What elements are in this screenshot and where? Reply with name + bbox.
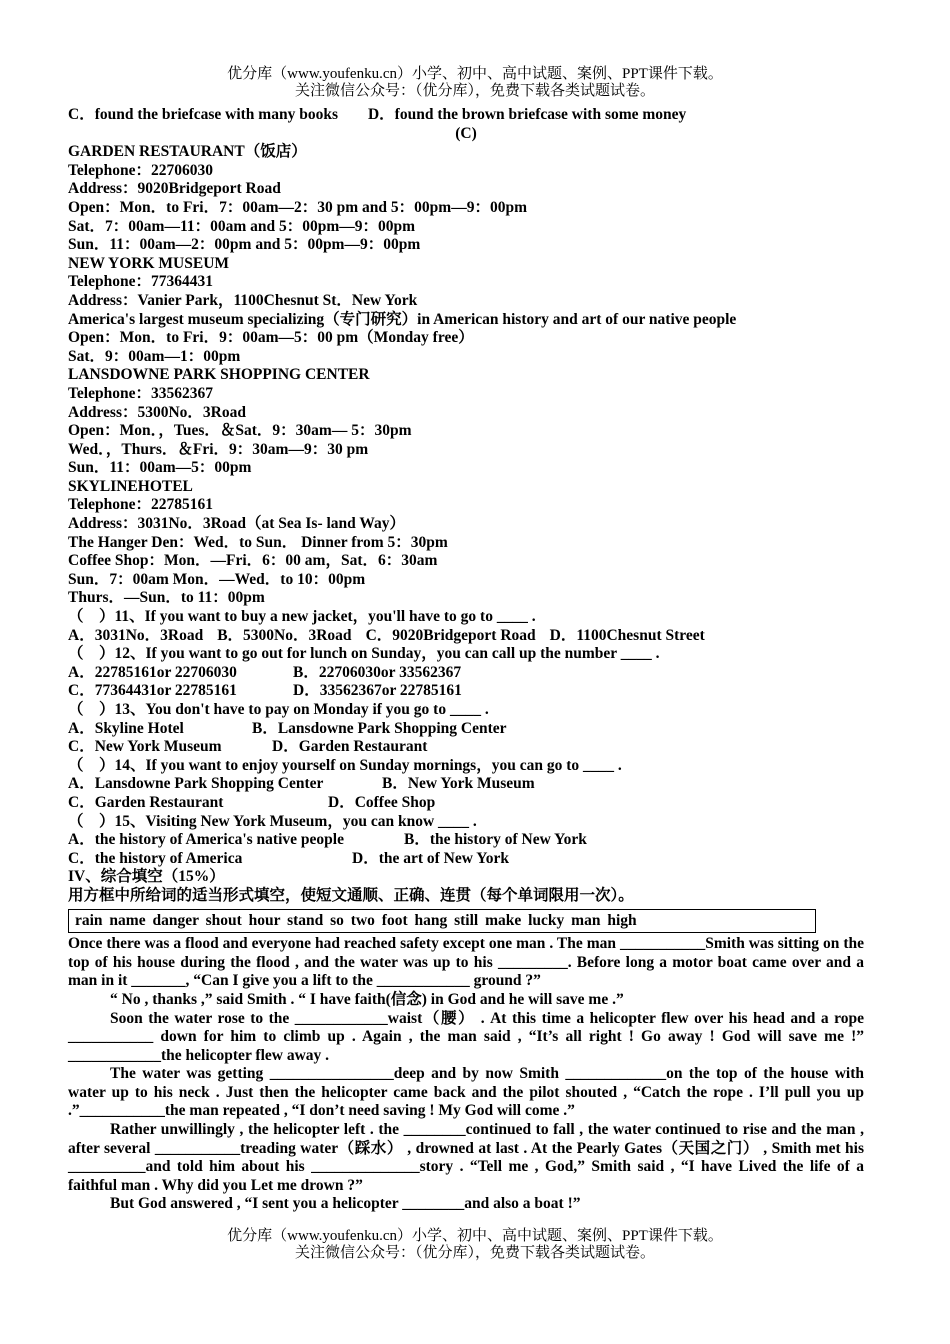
exam-content: [68, 106, 864, 1214]
ad-hours: Sun．11：00am—2：00pm and 5：00pm—9：00pm: [68, 236, 421, 254]
option-row: [68, 738, 864, 757]
option-b: B．Lansdowne Park Shopping Center: [252, 719, 507, 737]
option-c: C．New York Museum: [68, 738, 222, 756]
ad-title: SKYLINEHOTEL: [68, 477, 193, 495]
option-b: B．5300No．3Road: [217, 626, 352, 644]
option-d: D．the art of New York: [352, 849, 509, 867]
prev-option-c: C．found the briefcase with many books: [68, 106, 338, 123]
section-instruction: 用方框中所给词的适当形式填空，使短文通顺、正确、连贯（每个单词限用一次）。: [68, 886, 634, 904]
option-d: D．Coffee Shop: [328, 793, 436, 811]
option-c: C．the history of America: [68, 849, 243, 867]
section-c-label: (C): [455, 124, 477, 142]
option-d: D．Garden Restaurant: [272, 738, 428, 756]
question-11: [68, 608, 864, 645]
header-line-2: 关注微信公众号：（优分库），免费下载各类试题试卷。: [294, 83, 655, 99]
ad-shopping-center: [68, 366, 864, 478]
ad-address: Address：3031No．3Road（at Sea Is- land Way）: [68, 515, 406, 533]
ad-new-york-museum: [68, 255, 864, 367]
passage-paragraph-1: Once there was a flood and everyone had reached safety except one man . The man ___________Smith was sitting on the top of his house during the flood , and the water was up to his _________. Before long a motor boat came over and a man in it _______, “Can I give you a lift to the ____________ ground ?”: [68, 935, 864, 990]
question-stem: （ ）13、You don't have to pay on Monday if you go to ____ .: [68, 701, 489, 718]
option-d: D．33562367or 22785161: [293, 682, 462, 700]
option-c: C．Garden Restaurant: [68, 793, 224, 811]
ad-telephone: Telephone：33562367: [68, 384, 213, 402]
option-row: [68, 794, 864, 813]
ad-title: LANSDOWNE PARK SHOPPING CENTER: [68, 366, 370, 384]
section-4: [68, 868, 864, 1214]
ad-hours: Open：Mon．to Fri．7：00am—2：30 pm and 5：00pm—9：00pm: [68, 198, 527, 216]
question-stem: （ ）14、If you want to enjoy yourself on Sunday mornings，you can go to ____ .: [68, 756, 622, 774]
passage-paragraph-5: Rather unwillingly , the helicopter left . the ________continued to fall , the water continued to rise and the man , after several ___________treading water（踩水） , drowned at last . At the Pearly Gates（天国之门） , Smith met his __________and told him about his ______________story . “Tell me , God,” Smith said , “I have Lived the life of a faithful man . Why did you Let me drown ?”: [68, 1121, 864, 1194]
ad-hours: Sun．7：00am Mon．—Wed．to 10：00pm: [68, 570, 366, 588]
option-a: A．Skyline Hotel: [68, 719, 184, 737]
ad-hours: Sat．7：00am—11：00am and 5：00pm—9：00pm: [68, 217, 416, 235]
ad-hours: Sun．11：00am—5：00pm: [68, 459, 252, 477]
prev-options-row: [68, 106, 864, 125]
passage-paragraph-6: But God answered , “I sent you a helicopter ________and also a boat !”: [110, 1195, 581, 1213]
ad-hours: Sat．9：00am—1：00pm: [68, 347, 241, 365]
option-c: C．77364431or 22785161: [68, 682, 237, 700]
question-14: [68, 757, 864, 813]
question-stem: （ ）11、If you want to buy a new jacket，you'll have to go to ____ .: [68, 608, 536, 626]
option-a: A．22785161or 22706030: [68, 663, 237, 681]
option-a: A．Lansdowne Park Shopping Center: [68, 775, 324, 793]
question-15: [68, 813, 864, 869]
ad-address: Address：Vanier Park，1100Chesnut St．New York: [68, 291, 418, 309]
word-box: rain name danger shout hour stand so two foot hang still make lucky man high: [68, 909, 816, 934]
ad-hours: Coffee Shop：Mon．—Fri．6：00 am，Sat．6：30am: [68, 552, 438, 570]
option-row: [68, 831, 864, 850]
ad-title: NEW YORK MUSEUM: [68, 254, 230, 272]
ad-address: Address：9020Bridgeport Road: [68, 180, 281, 198]
ad-address: Address：5300No．3Road: [68, 403, 246, 421]
ad-telephone: Telephone：22785161: [68, 496, 213, 514]
passage-paragraph-2: “ No , thanks ,” said Smith . “ I have faith(信念) in God and he will save me .”: [110, 990, 624, 1008]
ad-hours: Open：Mon．，Tues．＆Sat．9：30am— 5：30pm: [68, 422, 412, 440]
question-stem: （ ）12、If you want to go out for lunch on Sunday，you can call up the number ____ .: [68, 645, 660, 663]
ad-skyline-hotel: [68, 478, 864, 608]
ad-telephone: Telephone：77364431: [68, 273, 213, 291]
ad-hours: Wed．，Thurs．＆Fri．9：30am—9：30 pm: [68, 440, 369, 458]
ad-hours: Open：Mon．to Fri．9：00am—5：00 pm（Monday free）: [68, 329, 474, 347]
prev-option-d: D．found the brown briefcase with some money: [367, 106, 687, 123]
option-d: D．1100Chesnut Street: [549, 626, 705, 644]
option-c: C．9020Bridgeport Road: [365, 626, 536, 644]
option-row: [68, 850, 864, 869]
option-row: [68, 775, 864, 794]
passage-paragraph-4: The water was getting ________________deep and by now Smith _____________on the top of the house with water up to his neck . Just then the helicopter came back and the pilot shouted , “Catch the rope . I’ll pull you up .”___________the man repeated , “I don’t need saving ! My God will come .”: [68, 1065, 864, 1120]
option-b: B．New York Museum: [382, 775, 535, 793]
header-line-1: 优分库（www.youfenku.cn）小学、初中、高中试题、案例、PPT课件下载。: [227, 66, 723, 82]
ad-garden-restaurant: [68, 143, 864, 255]
ad-title: GARDEN RESTAURANT（饭店）: [68, 143, 307, 161]
option-a: A．the history of America's native people: [68, 831, 344, 849]
option-b: B．22706030or 33562367: [293, 663, 462, 681]
footer-line-1: 优分库（www.youfenku.cn）小学、初中、高中试题、案例、PPT课件下载。: [227, 1228, 723, 1244]
ad-telephone: Telephone：22706030: [68, 161, 213, 179]
option-row: [68, 682, 864, 701]
page-footer: [0, 1228, 950, 1262]
question-13: [68, 701, 864, 757]
section-title: IV、综合填空（15%）: [68, 868, 225, 886]
ad-hours: Thurs．—Sun．to 11：00pm: [68, 589, 265, 607]
ad-description: America's largest museum specializing（专门研究）in American history and art of our native people: [68, 310, 737, 328]
option-row: [68, 627, 864, 646]
option-row: [68, 720, 864, 739]
option-row: [68, 664, 864, 683]
ad-hours: The Hanger Den：Wed．to Sun． Dinner from 5：30pm: [68, 533, 448, 551]
question-stem: （ ）15、Visiting New York Museum，you can know ____ .: [68, 812, 477, 830]
option-b: B．the history of New York: [404, 831, 587, 849]
page-header: [0, 66, 950, 100]
footer-line-2: 关注微信公众号：（优分库），免费下载各类试题试卷。: [294, 1245, 655, 1261]
question-12: [68, 645, 864, 701]
passage-paragraph-3: Soon the water rose to the ____________waist（腰） . At this time a helicopter flew over his head and a rope ___________ down for him to climb up . Again , the man said , “It’s all right ! Go away ! God will save me !” ____________the helicopter flew away .: [68, 1009, 864, 1064]
option-a: A．3031No．3Road: [68, 626, 204, 644]
